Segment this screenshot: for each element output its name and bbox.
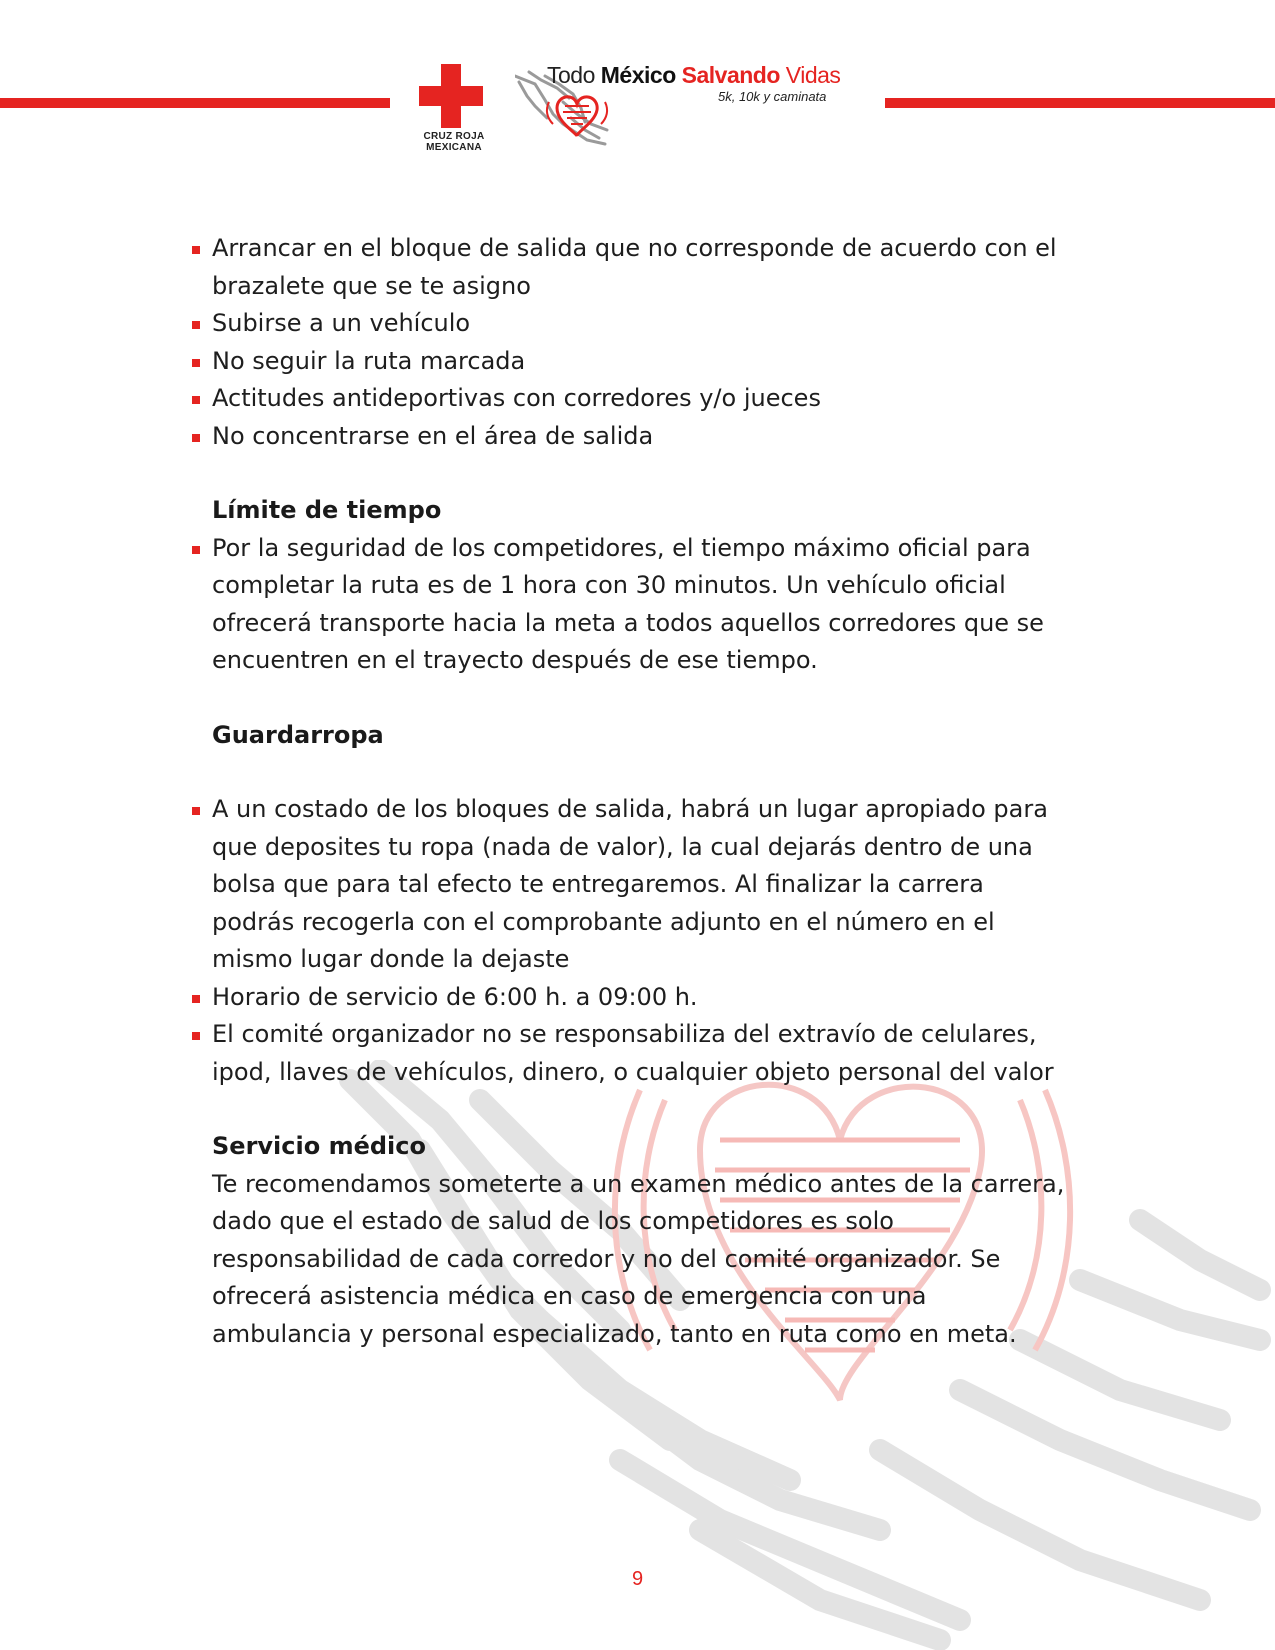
red-cross-wordmark [414, 131, 494, 153]
section-heading-wardrobe: Guardarropa [212, 720, 384, 749]
event-title [547, 62, 840, 89]
main-content [190, 230, 1070, 1353]
event-title-word-3: Salvando [681, 62, 786, 88]
bullet-icon [192, 1032, 200, 1040]
bullet-icon [192, 396, 200, 404]
time-limit-list [190, 530, 1070, 680]
list-item [190, 305, 1070, 343]
section-heading-medical: Servicio médico [212, 1132, 426, 1160]
list-item-text: No concentrarse en el área de salida [212, 421, 654, 450]
infractions-list [190, 230, 1070, 455]
list-item-text: Horario de servicio de 6:00 h. a 09:00 h. [212, 982, 698, 1011]
page-number: 9 [631, 1568, 644, 1590]
list-item [190, 418, 1070, 456]
event-title-word-1: Todo [547, 62, 601, 88]
red-cross-icon [419, 64, 483, 128]
medical-paragraph: Te recomendamos someterte a un examen médico antes de la carrera, dado que el estado de salud de los competidores es solo responsabilidad de cada corredor y no del comité organizador. Se ofrecerá asistencia médica en caso de emergencia con una ambulancia y personal especializado, tanto en ruta como en meta. [212, 1169, 1065, 1348]
spacer [190, 754, 1070, 791]
bullet-icon [192, 807, 200, 815]
event-title-word-4: Vidas [785, 62, 841, 88]
header-rule-left [0, 98, 390, 108]
header-rule-right [885, 98, 1275, 108]
red-cross-wordmark-line2: MEXICANA [426, 142, 482, 153]
spacer [190, 1091, 1070, 1128]
list-item-text: Arrancar en el bloque de salida que no corresponde de acuerdo con el brazalete que se te asigno [212, 234, 1057, 300]
list-item-text: No seguir la ruta marcada [212, 346, 526, 375]
list-item [190, 343, 1070, 381]
bullet-icon [192, 321, 200, 329]
event-title-word-2: México [600, 62, 682, 88]
list-item-text: Por la seguridad de los competidores, el tiempo máximo oficial para completar la ruta es de 1 hora con 30 minutos. Un vehículo oficial ofrecerá transporte hacia la meta a todos aquellos corredores que se encuentren en el trayecto después de ese tiempo. [212, 533, 1044, 674]
list-item [190, 979, 1070, 1017]
bullet-icon [192, 434, 200, 442]
list-item-text: El comité organizador no se responsabiliza del extravío de celulares, ipod, llaves de vehículos, dinero, o cualquier objeto personal del valor [212, 1020, 1054, 1086]
event-subtitle: 5k, 10k y caminata [718, 89, 827, 104]
list-item [190, 791, 1070, 979]
list-item [190, 380, 1070, 418]
list-item-text: A un costado de los bloques de salida, habrá un lugar apropiado para que deposites tu ropa (nada de valor), la cual dejarás dentro de una bolsa que para tal efecto te entregaremos. Al finalizar la carrera podrás recogerla con el comprobante adjunto en el número en el mismo lugar donde la dejaste [212, 795, 1048, 973]
section-heading-time-limit: Límite de tiempo [212, 496, 442, 524]
bullet-icon [192, 246, 200, 254]
list-item-text: Subirse a un vehículo [212, 309, 471, 337]
bullet-icon [192, 546, 200, 554]
bullet-icon [192, 359, 200, 367]
list-item [190, 230, 1070, 305]
bullet-icon [192, 995, 200, 1003]
spacer [190, 680, 1070, 717]
list-item [190, 1016, 1070, 1091]
spacer [190, 455, 1070, 492]
wardrobe-list [190, 791, 1070, 1091]
list-item-text: Actitudes antideportivas con corredores y/o jueces [212, 384, 821, 412]
red-cross-wordmark-line1: CRUZ ROJA [423, 131, 485, 142]
list-item [190, 530, 1070, 680]
